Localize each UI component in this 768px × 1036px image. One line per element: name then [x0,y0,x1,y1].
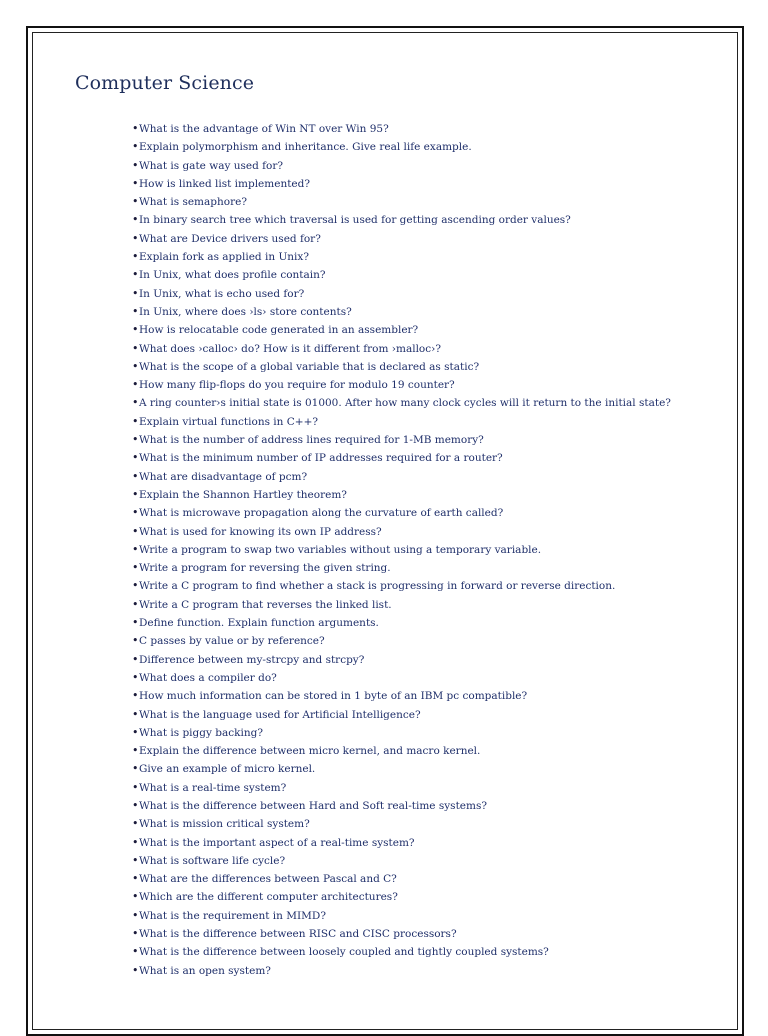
question-text: What is semaphore? [139,196,247,209]
list-item [132,431,671,449]
bullet-icon: • [132,433,139,447]
bullet-icon: • [132,634,139,648]
list-item [132,614,671,632]
bullet-icon: • [132,323,139,337]
bullet-icon: • [132,140,139,154]
list-item [132,907,671,925]
question-text: What are Device drivers used for? [139,232,321,245]
bullet-icon: • [132,853,139,867]
list-item [132,632,671,650]
question-text: Write a C program to find whether a stack is progressing in forward or reverse direction. [139,580,616,593]
bullet-icon: • [132,817,139,831]
list-item [132,870,671,888]
question-text: What is microwave propagation along the curvature of earth called? [139,507,504,520]
list-item [132,815,671,833]
list-item [132,120,671,138]
list-item [132,193,671,211]
list-item [132,211,671,229]
question-text: What does a compiler do? [139,671,277,684]
list-item [132,486,671,504]
bullet-icon: • [132,506,139,520]
bullet-icon: • [132,122,139,135]
question-text: What is the requirement in MIMD? [139,909,326,922]
list-item [132,559,671,577]
list-item [132,358,671,376]
bullet-icon: • [132,908,139,922]
page-title: Computer Science [75,72,255,94]
question-text: What is an open system? [139,964,271,977]
bullet-icon: • [132,250,139,264]
list-item [132,687,671,705]
question-text: In Unix, where does ›ls› store contents? [139,305,352,318]
list-item [132,852,671,870]
list-item [132,669,671,687]
list-item [132,651,671,669]
question-text: How is linked list implemented? [139,177,310,190]
list-item [132,706,671,724]
bullet-icon: • [132,524,139,538]
question-text: Write a program to swap two variables without using a temporary variable. [139,543,542,556]
question-text: In binary search tree which traversal is used for getting ascending order values? [139,214,571,227]
question-text: What is the important aspect of a real-time system? [139,836,415,849]
question-text: What is a real-time system? [139,781,287,794]
list-item [132,577,671,595]
bullet-icon: • [132,616,139,630]
bullet-icon: • [132,378,139,392]
bullet-icon: • [132,268,139,282]
question-text: What is piggy backing? [139,726,263,739]
list-item [132,943,671,961]
list-item [132,779,671,797]
list-item [132,413,671,431]
list-item [132,138,671,156]
question-text: What are the differences between Pascal and C? [139,873,397,886]
question-text: What is the difference between RISC and CISC processors? [139,928,457,941]
bullet-icon: • [132,835,139,849]
question-text: What is gate way used for? [139,159,284,172]
list-item [132,504,671,522]
list-item [132,742,671,760]
list-item [132,760,671,778]
bullet-icon: • [132,927,139,941]
bullet-icon: • [132,798,139,812]
question-text: Explain the Shannon Hartley theorem? [139,488,347,501]
bullet-icon: • [132,469,139,483]
list-item [132,376,671,394]
bullet-icon: • [132,762,139,776]
bullet-icon: • [132,963,139,977]
question-text: Write a program for reversing the given string. [139,562,391,575]
question-text: What is software life cycle? [139,854,286,867]
question-text: What is the language used for Artificial Intelligence? [139,708,421,721]
question-text: What is the number of address lines required for 1-MB memory? [139,434,484,447]
list-item [132,449,671,467]
question-text: In Unix, what does profile contain? [139,269,326,282]
bullet-icon: • [132,872,139,886]
question-text: What is the minimum number of IP addresses required for a router? [139,452,503,465]
list-item [132,321,671,339]
list-item [132,394,671,412]
list-item [132,925,671,943]
question-text: Which are the different computer architectures? [139,891,398,904]
list-item [132,797,671,815]
question-text: Write a C program that reverses the linked list. [139,598,392,611]
bullet-icon: • [132,396,139,410]
bullet-icon: • [132,176,139,190]
bullet-icon: • [132,195,139,209]
list-item [132,157,671,175]
question-text: A ring counter›s initial state is 01000. After how many clock cycles will it return to the initial state? [139,397,671,410]
bullet-icon: • [132,304,139,318]
bullet-icon: • [132,231,139,245]
question-text: What is the difference between Hard and Soft real-time systems? [139,799,487,812]
bullet-icon: • [132,561,139,575]
list-item [132,888,671,906]
bullet-icon: • [132,725,139,739]
question-text: Give an example of micro kernel. [139,763,316,776]
question-text: In Unix, what is echo used for? [139,287,305,300]
bullet-icon: • [132,158,139,172]
list-item [132,285,671,303]
bullet-icon: • [132,652,139,666]
question-text: Difference between my-strcpy and strcpy? [139,653,365,666]
bullet-icon: • [132,744,139,758]
bullet-icon: • [132,597,139,611]
list-item [132,248,671,266]
bullet-icon: • [132,579,139,593]
question-text: How much information can be stored in 1 byte of an IBM pc compatible? [139,690,528,703]
list-item [132,468,671,486]
question-text: Define function. Explain function arguments. [139,617,379,630]
bullet-icon: • [132,542,139,556]
question-text: Explain fork as applied in Unix? [139,251,309,264]
list-item [132,230,671,248]
question-text: What is the difference between loosely coupled and tightly coupled systems? [139,946,549,959]
bullet-icon: • [132,670,139,684]
list-item [132,596,671,614]
question-text: What is used for knowing its own IP address? [139,525,382,538]
question-text: What does ›calloc› do? How is it different from ›malloc›? [139,342,441,355]
bullet-icon: • [132,707,139,721]
question-list [132,120,671,980]
list-item [132,541,671,559]
bullet-icon: • [132,341,139,355]
list-item [132,724,671,742]
question-text: How is relocatable code generated in an assembler? [139,324,419,337]
bullet-icon: • [132,487,139,501]
question-text: Explain polymorphism and inheritance. Give real life example. [139,141,472,154]
bullet-icon: • [132,359,139,373]
list-item [132,175,671,193]
list-item [132,266,671,284]
list-item [132,303,671,321]
question-text: Explain the difference between micro kernel, and macro kernel. [139,745,481,758]
bullet-icon: • [132,689,139,703]
list-item [132,340,671,358]
question-text: C passes by value or by reference? [139,635,325,648]
bullet-icon: • [132,890,139,904]
question-text: What is the scope of a global variable that is declared as static? [139,360,480,373]
question-text: What is mission critical system? [139,818,310,831]
question-text: What is the advantage of Win NT over Win 95? [139,123,389,135]
question-text: What are disadvantage of pcm? [139,470,308,483]
bullet-icon: • [132,451,139,465]
list-item [132,834,671,852]
list-item [132,523,671,541]
bullet-icon: • [132,414,139,428]
list-item [132,962,671,980]
question-text: Explain virtual functions in C++? [139,415,319,428]
bullet-icon: • [132,213,139,227]
bullet-icon: • [132,945,139,959]
question-text: How many flip-flops do you require for modulo 19 counter? [139,379,455,392]
bullet-icon: • [132,780,139,794]
bullet-icon: • [132,286,139,300]
